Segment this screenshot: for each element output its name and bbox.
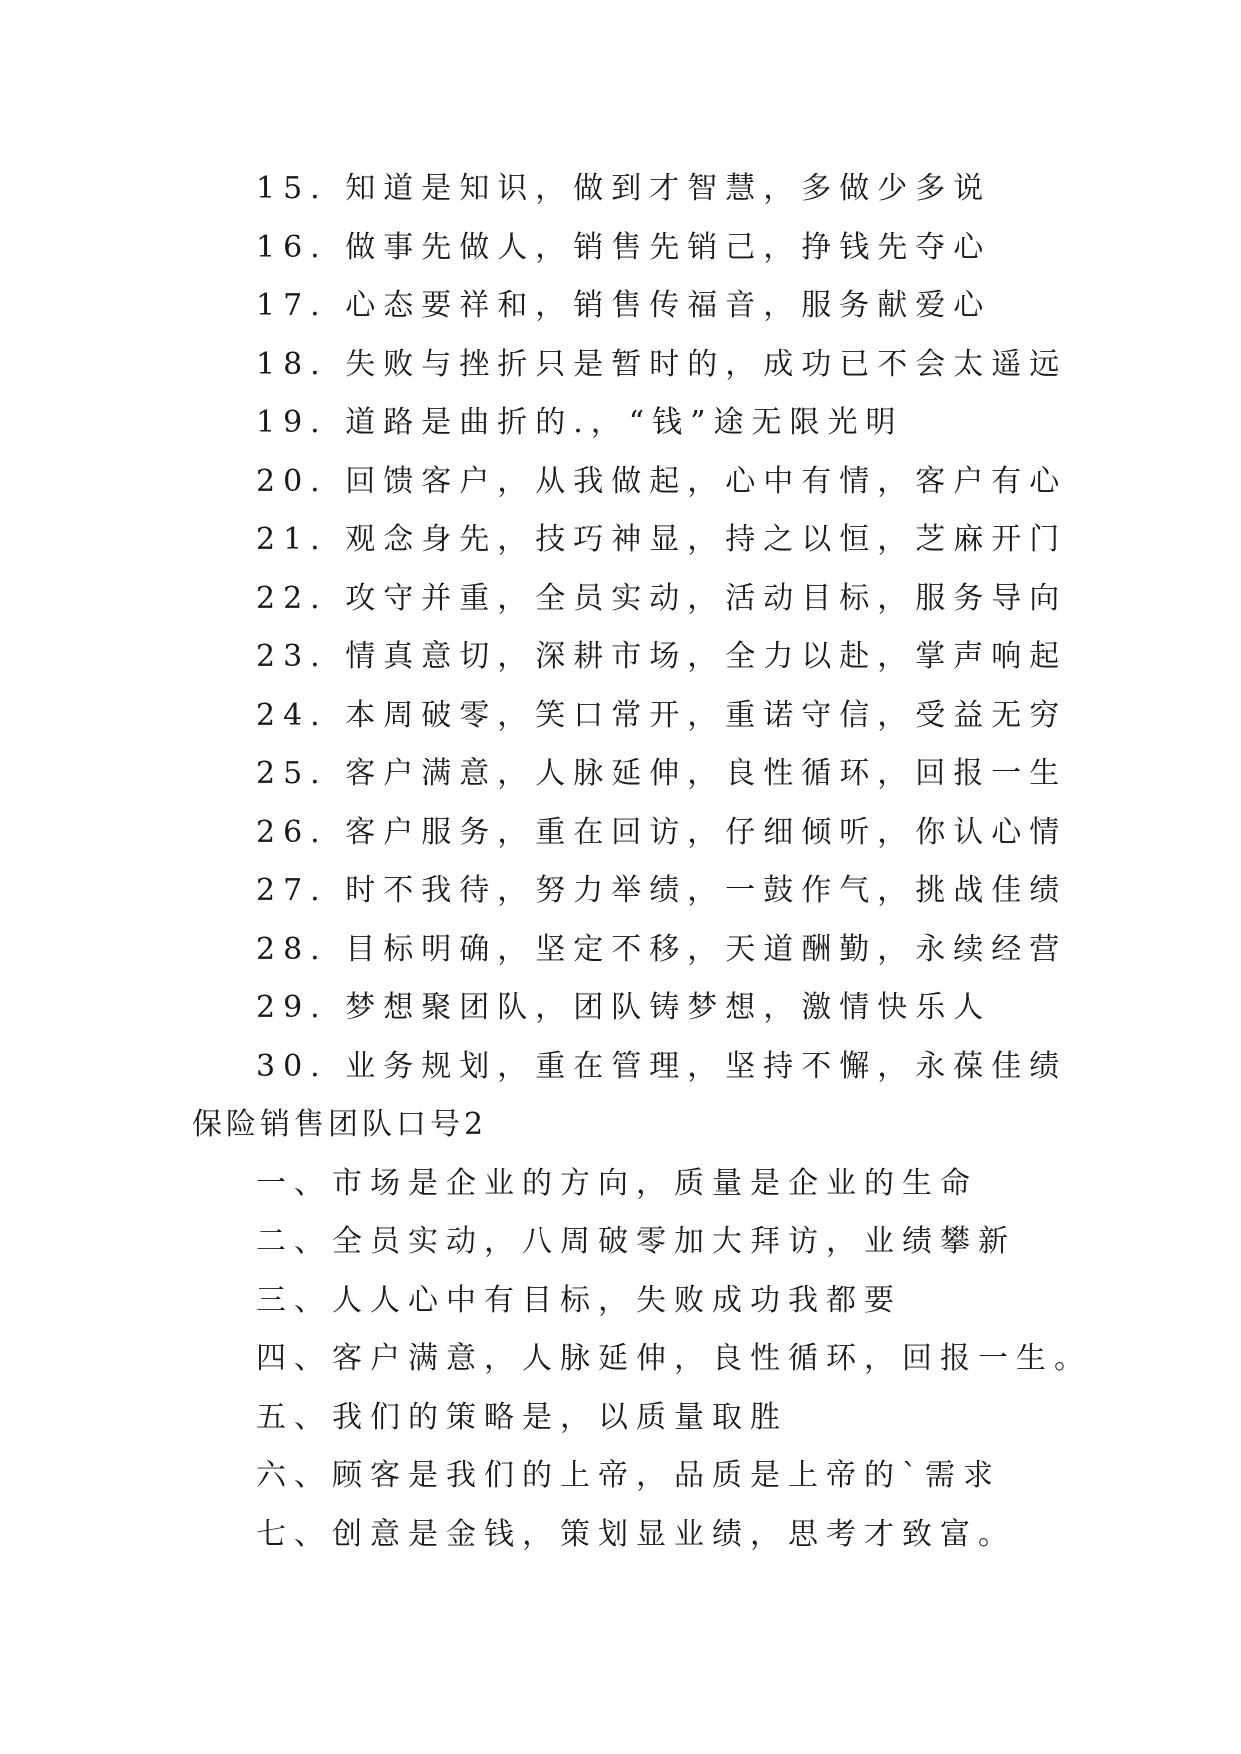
slogan-item-26: 26. 客户服务，重在回访，仔细倾听，你认心情 [256, 814, 1068, 850]
slogan-item-19: 19. 道路是曲折的.，“钱”途无限光明 [256, 405, 904, 440]
slogan-item-23: 23. 情真意切，深耕市场，全力以赴，掌声响起 [256, 639, 1068, 674]
slogan-item-29: 29. 梦想聚团队，团队铸梦想，激情快乐人 [256, 990, 992, 1025]
section-item-5: 五、我们的策略是，以质量取胜 [256, 1399, 788, 1435]
slogan-item-17: 17. 心态要祥和，销售传福音，服务献爱心 [256, 288, 992, 323]
slogan-item-20: 20. 回馈客户，从我做起，心中有情，客户有心 [256, 463, 1068, 499]
slogan-item-15: 15. 知道是知识，做到才智慧，多做少多说 [256, 171, 992, 206]
slogan-item-30: 30. 业务规划，重在管理，坚持不懈，永葆佳绩 [256, 1048, 1068, 1084]
section-item-2: 二、全员实动，八周破零加大拜访，业绩攀新 [256, 1224, 1016, 1259]
slogan-item-24: 24. 本周破零，笑口常开，重诺守信，受益无穷 [256, 697, 1068, 733]
section-item-4: 四、客户满意，人脉延伸，良性循环，回报一生。 [256, 1341, 1092, 1376]
section-item-7: 七、创意是金钱，策划显业绩，思考才致富。 [256, 1516, 1016, 1552]
document-body [0, 160, 1241, 1564]
slogan-item-27: 27. 时不我待，努力举绩，一鼓作气，挑战佳绩 [256, 873, 1068, 908]
slogan-item-21: 21. 观念身先，技巧神显，持之以恒，芝麻开门 [256, 522, 1068, 557]
slogan-item-16: 16. 做事先做人，销售先销己，挣钱先夺心 [256, 229, 992, 265]
section-item-1: 一、市场是企业的方向，质量是企业的生命 [256, 1165, 978, 1201]
slogan-item-25: 25. 客户满意，人脉延伸，良性循环，回报一生 [256, 756, 1068, 791]
section-item-3: 三、人人心中有目标，失败成功我都要 [256, 1282, 902, 1318]
slogan-item-18: 18. 失败与挫折只是暂时的，成功已不会太遥远 [256, 346, 1068, 382]
section-heading: 保险销售团队口号2 [192, 1107, 488, 1142]
slogan-item-28: 28. 目标明确，坚定不移，天道酬勤，永续经营 [256, 931, 1068, 967]
section-item-6: 六、顾客是我们的上帝，品质是上帝的`需求 [256, 1458, 1001, 1493]
slogan-item-22: 22. 攻守并重，全员实动，活动目标，服务导向 [256, 580, 1068, 616]
